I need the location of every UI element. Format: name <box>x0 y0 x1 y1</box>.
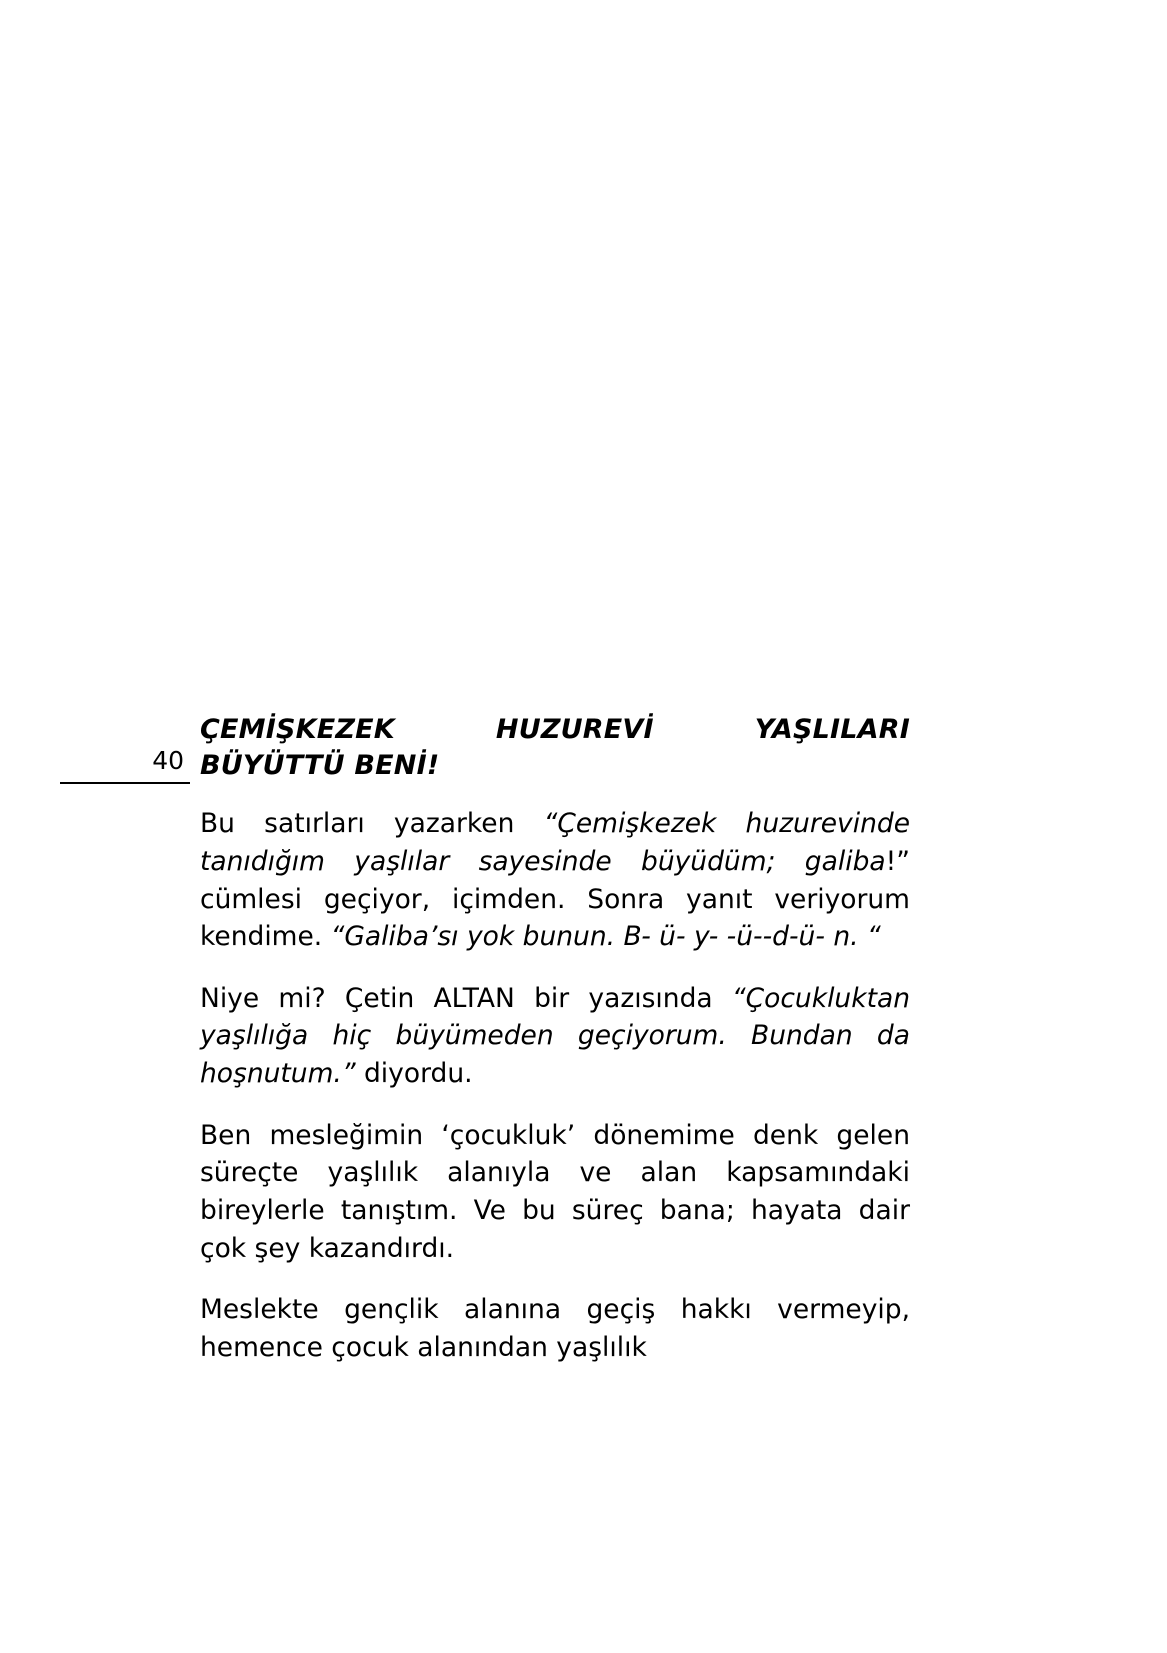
chapter-title-line-1: ÇEMİŞKEZEK HUZUREVİ YAŞLILARI <box>200 714 910 745</box>
paragraph-p1 <box>200 805 910 956</box>
text-run-italic: “Galiba’sı yok bunun. B- ü- y- -ü--d-ü- n. “ <box>330 921 881 953</box>
paragraph-p3 <box>200 1117 910 1268</box>
text-run: Meslekte gençlik alanına geçiş hakkı vermeyip, hemence çocuk alanından yaşlılık <box>200 1294 910 1363</box>
paragraph-p4 <box>200 1291 910 1366</box>
text-run: diyordu. <box>355 1058 473 1089</box>
chapter-title-line-2: BÜYÜTTÜ BENİ! <box>200 749 440 781</box>
text-run: Ben mesleğimin ‘çocukluk’ dönemime denk gelen süreçte yaşlılık alanıyla ve alan kapsamındaki bireylerle tanıştım. Ve bu süreç bana; hayata dair çok şey kazandırdı. <box>200 1119 910 1264</box>
text-column <box>200 712 910 1366</box>
chapter-title <box>200 712 910 783</box>
paragraph-p2 <box>200 980 910 1093</box>
text-run: !” cümlesi geçiyor, içimden. Sonra yanıt veriyorum kendime. <box>200 845 910 953</box>
page-number: 40 <box>152 746 184 775</box>
text-run: Bu satırları yazarken <box>200 808 544 840</box>
text-run-italic: “Çocukluktan yaşlılığa hiç büyümeden geçiyorum. Bundan da hoşnutum.” <box>200 982 910 1089</box>
body-text <box>200 805 910 1366</box>
text-run: Niye mi? Çetin ALTAN bir yazısında <box>200 982 732 1014</box>
page-number-block <box>60 748 190 784</box>
page-number-rule <box>60 782 190 784</box>
text-run-italic: “Çemişkezek huzurevinde tanıdığım yaşlılar sayesinde büyüdüm; galiba <box>200 808 910 877</box>
